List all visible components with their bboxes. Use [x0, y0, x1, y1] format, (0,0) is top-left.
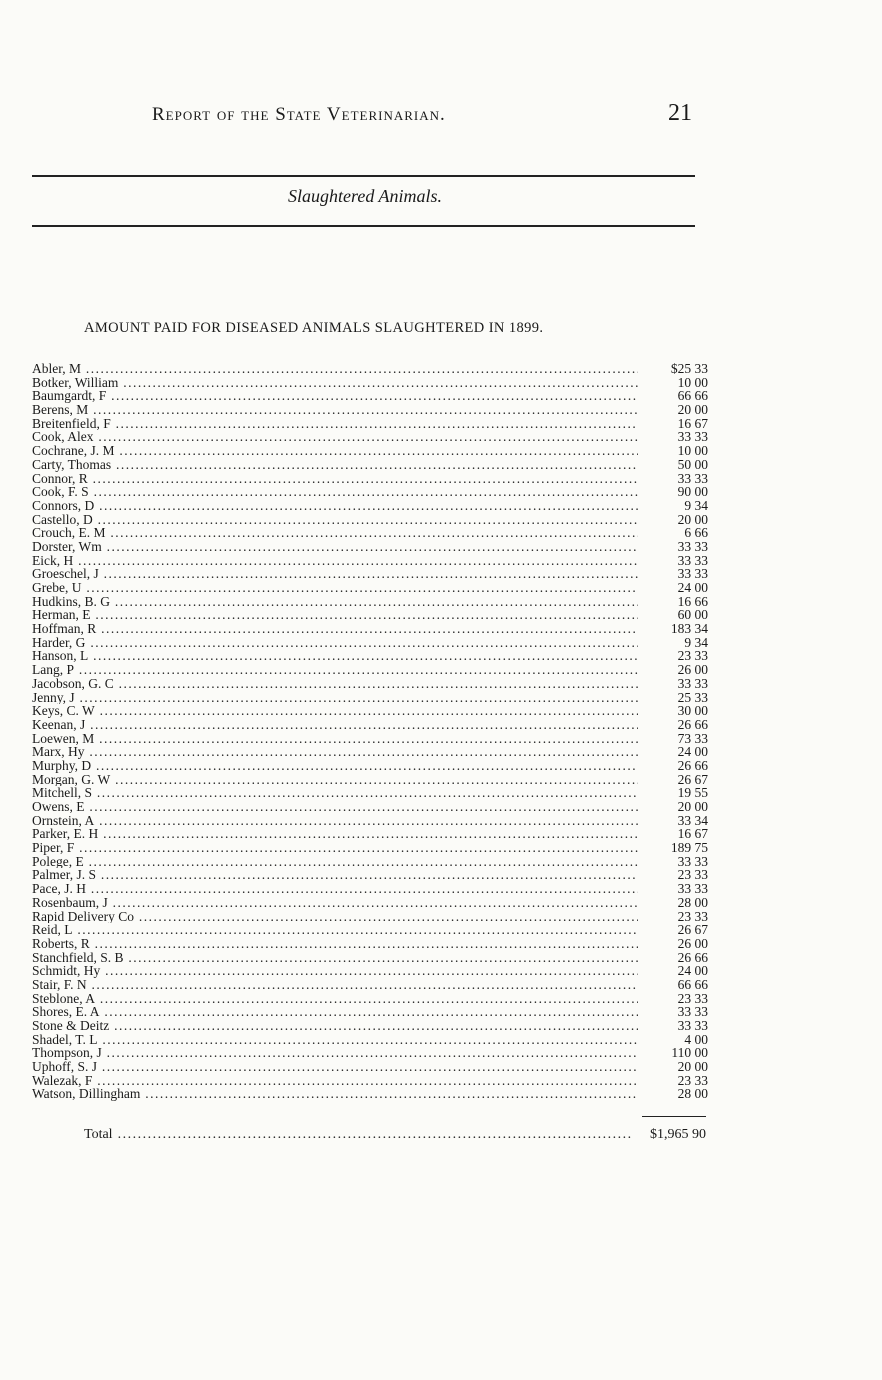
payment-amount: 33 33 — [677, 853, 708, 869]
payee-name: Schmidt, Hy ..... — [32, 964, 638, 978]
table-row — [32, 472, 712, 486]
payment-amount: 9 34 — [684, 634, 708, 650]
payee-name: Harder, G ..... — [32, 636, 638, 650]
payment-amount: 26 66 — [677, 716, 708, 732]
payee-name: Rosenbaum, J ..... — [32, 896, 638, 910]
payee-name: Watson, Dillingham ..... — [32, 1087, 638, 1101]
payee-name: Shadel, T. L ..... — [32, 1033, 638, 1047]
payment-amount: 33 33 — [677, 552, 708, 568]
table-row — [32, 1060, 712, 1074]
payment-amount: 33 33 — [677, 675, 708, 691]
table-row — [32, 691, 712, 705]
payment-amount: 20 00 — [677, 799, 708, 814]
table-row — [32, 1046, 712, 1060]
payment-amount: 110 00 — [671, 1045, 708, 1061]
payee-name: Shores, E. A ..... — [32, 1005, 638, 1019]
payment-amount: 16 67 — [677, 826, 708, 842]
payee-name: Berens, M ..... — [32, 403, 638, 417]
payee-name: Cochrane, J. M ..... — [32, 444, 638, 458]
payee-name: Abler, M ..... — [32, 362, 638, 376]
payment-amount: 33 33 — [677, 470, 708, 486]
payee-name: Murphy, D ..... — [32, 759, 638, 773]
table-row — [32, 554, 712, 568]
payee-name: Eick, H ..... — [32, 554, 638, 568]
table-row — [32, 663, 712, 677]
payment-amount: 73 33 — [677, 730, 708, 746]
table-row — [32, 417, 712, 431]
table-row — [32, 362, 712, 376]
payment-amount: 10 00 — [677, 374, 708, 390]
payee-name: Stair, F. N ..... — [32, 978, 638, 992]
payee-name: Groeschel, J ..... — [32, 567, 638, 581]
payment-amount: 26 00 — [677, 662, 708, 678]
table-row — [32, 1019, 712, 1033]
table-row — [32, 376, 712, 390]
table-row — [32, 951, 712, 965]
table-row — [32, 485, 712, 499]
payment-amount: 26 67 — [677, 922, 708, 938]
payment-amount: 28 00 — [677, 894, 708, 910]
payee-name: Pace, J. H ..... — [32, 882, 638, 896]
payee-name: Marx, Hy ..... — [32, 745, 638, 759]
payee-name: Keys, C. W ..... — [32, 704, 638, 718]
payee-name: Hanson, L ..... — [32, 649, 638, 663]
table-row — [32, 718, 712, 732]
table-row — [32, 964, 712, 978]
payment-amount: 24 00 — [677, 744, 708, 760]
payment-amount: 6 66 — [684, 525, 708, 541]
table-row — [32, 499, 712, 513]
payment-amount: 33 33 — [677, 1018, 708, 1033]
payment-amount: 23 33 — [677, 648, 708, 664]
payee-name: Morgan, G. W ..... — [32, 773, 638, 787]
payee-name: Herman, E ..... — [32, 608, 638, 622]
payment-amount: 50 00 — [677, 456, 708, 472]
table-row — [32, 923, 712, 937]
payee-name: Stone & Deitz ..... — [32, 1019, 638, 1033]
table-row — [32, 526, 712, 540]
payee-name: Stanchfield, S. B ..... — [32, 951, 638, 965]
table-row — [32, 773, 712, 787]
payee-name: Reid, L ..... — [32, 923, 638, 937]
table-row — [32, 937, 712, 951]
payee-name: Thompson, J ..... — [32, 1046, 638, 1060]
payee-name: Baumgardt, F ..... — [32, 389, 638, 403]
payment-amount: 16 66 — [677, 593, 708, 609]
payment-amount: 90 00 — [677, 484, 708, 500]
payee-name: Walezak, F ..... — [32, 1074, 638, 1088]
payment-amount: 26 66 — [677, 949, 708, 965]
table-row — [32, 896, 712, 910]
table-row — [32, 622, 712, 636]
payee-name: Grebe, U ..... — [32, 581, 638, 595]
payment-amount: 20 00 — [677, 511, 708, 527]
section-title: Slaughtered Animals. — [288, 186, 442, 206]
payment-amount: $25 33 — [670, 361, 708, 376]
payee-name: Cook, F. S ..... — [32, 485, 638, 499]
table-row — [32, 608, 712, 622]
payment-amount: 66 66 — [677, 388, 708, 404]
payee-name: Jenny, J ..... — [32, 691, 638, 705]
table-row — [32, 827, 712, 841]
payee-name: Hudkins, B. G ..... — [32, 595, 638, 609]
payee-name: Ornstein, A ..... — [32, 814, 638, 828]
table-row — [32, 978, 712, 992]
payee-name: Polege, E ..... — [32, 855, 638, 869]
payee-name: Uphoff, S. J ..... — [32, 1060, 638, 1074]
payment-amount: 28 00 — [677, 1086, 708, 1102]
payee-name: Owens, E ..... — [32, 800, 638, 814]
table-row — [32, 567, 712, 581]
header-rule-bottom — [32, 225, 695, 227]
table-row — [32, 992, 712, 1006]
table-row — [32, 704, 712, 718]
payment-amount: 30 00 — [677, 703, 708, 719]
table-row — [32, 513, 712, 527]
payment-amount: 60 00 — [677, 607, 708, 623]
table-row — [32, 1033, 712, 1047]
total-rule — [642, 1116, 706, 1117]
table-row — [32, 389, 712, 403]
table-row — [32, 403, 712, 417]
payment-amount: 23 33 — [677, 908, 708, 924]
payee-name: Connor, R ..... — [32, 472, 638, 486]
payee-name: Botker, William ..... — [32, 376, 638, 390]
table-row — [32, 732, 712, 746]
payment-amount: 20 00 — [677, 402, 708, 418]
table-row — [32, 759, 712, 773]
table-row — [32, 800, 712, 814]
payment-amount: 26 00 — [677, 935, 708, 951]
payee-name: Piper, F ..... — [32, 841, 638, 855]
table-row — [32, 868, 712, 882]
table-row — [32, 677, 712, 691]
payment-amount: 33 33 — [677, 538, 708, 554]
payment-amount: 16 67 — [677, 415, 708, 431]
table-row — [32, 855, 712, 869]
table-row — [32, 444, 712, 458]
payee-name: Castello, D ..... — [32, 513, 638, 527]
payment-amount: 189 75 — [670, 840, 708, 856]
payment-list — [32, 362, 712, 1101]
payment-amount: 183 34 — [670, 621, 708, 637]
table-row — [32, 649, 712, 663]
payment-amount: 23 33 — [677, 990, 708, 1006]
table-row — [32, 1074, 712, 1088]
total-row — [84, 1127, 712, 1145]
payment-amount: 66 66 — [677, 976, 708, 992]
payee-name: Roberts, R ..... — [32, 937, 638, 951]
payment-amount: 24 00 — [677, 580, 708, 595]
payee-name: Lang, P ..... — [32, 663, 638, 677]
table-row — [32, 1087, 712, 1101]
payment-amount: 10 00 — [677, 443, 708, 459]
table-row — [32, 841, 712, 855]
table-row — [32, 430, 712, 444]
table-row — [32, 910, 712, 924]
table-row — [32, 595, 712, 609]
payee-name: Connors, D ..... — [32, 499, 638, 513]
header-rule-top — [32, 175, 695, 177]
payment-amount: 20 00 — [677, 1059, 708, 1075]
payment-amount: 33 33 — [677, 1004, 708, 1020]
payee-name: Loewen, M ..... — [32, 732, 638, 746]
payee-name: Jacobson, G. C ..... — [32, 677, 638, 691]
table-row — [32, 786, 712, 800]
running-header — [0, 100, 882, 134]
payee-name: Rapid Delivery Co ..... — [32, 910, 638, 924]
total-label: Total ..... — [84, 1127, 632, 1143]
payee-name: Steblone, A ..... — [32, 992, 638, 1006]
payment-amount: 19 55 — [677, 785, 708, 801]
payment-amount: 33 33 — [677, 881, 708, 897]
payment-amount: 23 33 — [677, 867, 708, 883]
payee-name: Mitchell, S ..... — [32, 786, 638, 800]
table-row — [32, 636, 712, 650]
payment-amount: 25 33 — [677, 689, 708, 705]
payee-name: Cook, Alex ..... — [32, 430, 638, 444]
payment-amount: 26 66 — [677, 757, 708, 773]
payee-name: Parker, E. H ..... — [32, 827, 638, 841]
payee-name: Hoffman, R ..... — [32, 622, 638, 636]
table-title: AMOUNT PAID FOR DISEASED ANIMALS SLAUGHTERED IN 1899. — [84, 320, 544, 336]
payment-amount: 26 67 — [677, 771, 708, 787]
payee-name: Keenan, J ..... — [32, 718, 638, 732]
payee-name: Palmer, J. S ..... — [32, 868, 638, 882]
payment-amount: 33 33 — [677, 566, 708, 582]
table-row — [32, 882, 712, 896]
payment-amount: 23 33 — [677, 1072, 708, 1088]
payment-amount: 33 34 — [677, 812, 708, 828]
table-row — [32, 814, 712, 828]
running-title: Report of the State Veterinarian. — [152, 104, 446, 125]
payment-amount: 9 34 — [684, 497, 708, 513]
payee-name: Dorster, Wm ..... — [32, 540, 638, 554]
payee-name: Crouch, E. M ..... — [32, 526, 638, 540]
payment-amount: 24 00 — [677, 963, 708, 979]
table-row — [32, 581, 712, 595]
table-row — [32, 1005, 712, 1019]
payment-amount: 4 00 — [684, 1031, 708, 1047]
payee-name: Breitenfield, F ..... — [32, 417, 638, 431]
page-number: 21 — [668, 100, 692, 126]
total-value: $1,965 90 — [650, 1127, 706, 1142]
payee-name: Carty, Thomas ..... — [32, 458, 638, 472]
table-row — [32, 540, 712, 554]
payment-amount: 33 33 — [677, 429, 708, 445]
table-row — [32, 458, 712, 472]
table-row — [32, 745, 712, 759]
